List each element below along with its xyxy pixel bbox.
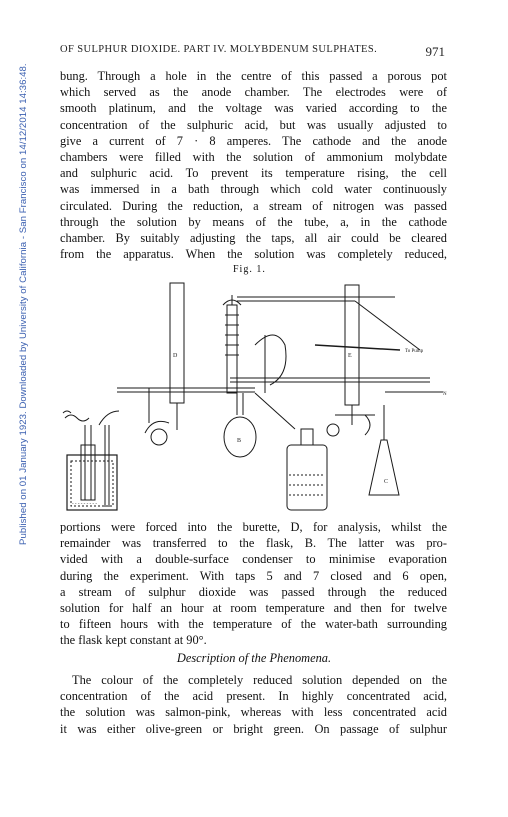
burette-e — [345, 285, 359, 425]
text-line: vided with a double-surface condenser to minimise evaporation — [60, 552, 447, 567]
running-header — [60, 44, 445, 60]
text-line: the flask kept constant at 90°. — [60, 633, 207, 648]
outlet-label: N — [443, 392, 447, 397]
burette-e-label: E — [348, 353, 352, 359]
text-line: give a current of 7 · 8 amperes. The cathode and the anode — [60, 133, 447, 148]
paragraph-phenomena — [60, 672, 447, 737]
text-line: chamber. By suitably adjusting the taps, all air could be cleared — [60, 231, 447, 246]
gas-reservoir — [255, 393, 339, 510]
text-line: circulated. During the reduction, a stream of nitrogen was passed — [60, 198, 447, 213]
svg-text:- - - - - - - - -: - - - - - - - - - — [72, 502, 97, 507]
text-line: concentration of the acid present. In highly concentrated acid, — [60, 689, 447, 704]
section-heading: Description of the Phenomena. — [176, 651, 332, 665]
burette-d — [170, 283, 184, 430]
text-line: remainder was transferred to the flask, B. The latter was pro- — [60, 536, 447, 551]
download-notice-sidebar — [0, 0, 29, 817]
flask-b — [224, 335, 286, 457]
text-line: during the experiment. With taps 5 and 7 closed and 6 open, — [60, 568, 447, 583]
text-line: through the solution by means of the tube, a, in the cathode — [60, 214, 447, 229]
flask-c — [369, 405, 399, 495]
text-line: the solution was salmon-pink, whereas with less concentrated acid — [60, 705, 447, 720]
text-line: was immersed in a bath through which cold water continuously — [60, 182, 447, 197]
burette-d-label: D — [173, 353, 178, 359]
text-line: smooth platinum, and the voltage was varied according to the — [60, 101, 447, 116]
text-line: chambers were filled with the solution of ammonium molybdate — [60, 150, 447, 165]
text-line: to fifteen hours with the temperature of the water-bath surrounding — [60, 617, 447, 632]
paragraph-procedure — [60, 519, 447, 649]
pump-label: To Pump — [405, 349, 424, 354]
text-line: a stream of sulphur dioxide was passed through the reduced — [60, 584, 447, 599]
text-line: The colour of the completely reduced solution depended on the — [72, 673, 447, 687]
text-line: it was either olive-green or bright green. On passage of sulphur — [60, 721, 447, 736]
figure-caption: Fig. 1. — [233, 264, 266, 275]
download-notice-text: Published on 01 January 1923. Downloaded by University of California - San Francisco on 14/12/2014 14:36:48. — [18, 63, 29, 545]
paragraph-apparatus — [60, 68, 447, 262]
flask-b-label: B — [237, 438, 242, 444]
text-line: and sulphuric acid. To prevent its temperature rising, the cell — [60, 166, 447, 181]
text-line: portions were forced into the burette, D, for analysis, whilst the — [60, 520, 447, 534]
page-number: 971 — [425, 44, 445, 59]
electrolytic-cell-bath — [63, 411, 119, 510]
flask-c-label: C — [384, 479, 389, 485]
text-line: concentration of the sulphuric acid, but was usually adjusted to — [60, 117, 447, 132]
text-line: bung. Through a hole in the centre of this passed a porous pot — [60, 69, 447, 83]
text-line: which served as the anode chamber. The electrodes were of — [60, 85, 447, 100]
text-line: from the apparatus. When the solution was completely reduced, — [60, 247, 447, 262]
running-title: OF SULPHUR DIOXIDE. PART IV. MOLYBDENUM SULPHATES. — [60, 44, 378, 55]
apparatus-figure — [55, 275, 450, 515]
text-line: solution for half an hour at room temperature and then for twelve — [60, 601, 447, 616]
